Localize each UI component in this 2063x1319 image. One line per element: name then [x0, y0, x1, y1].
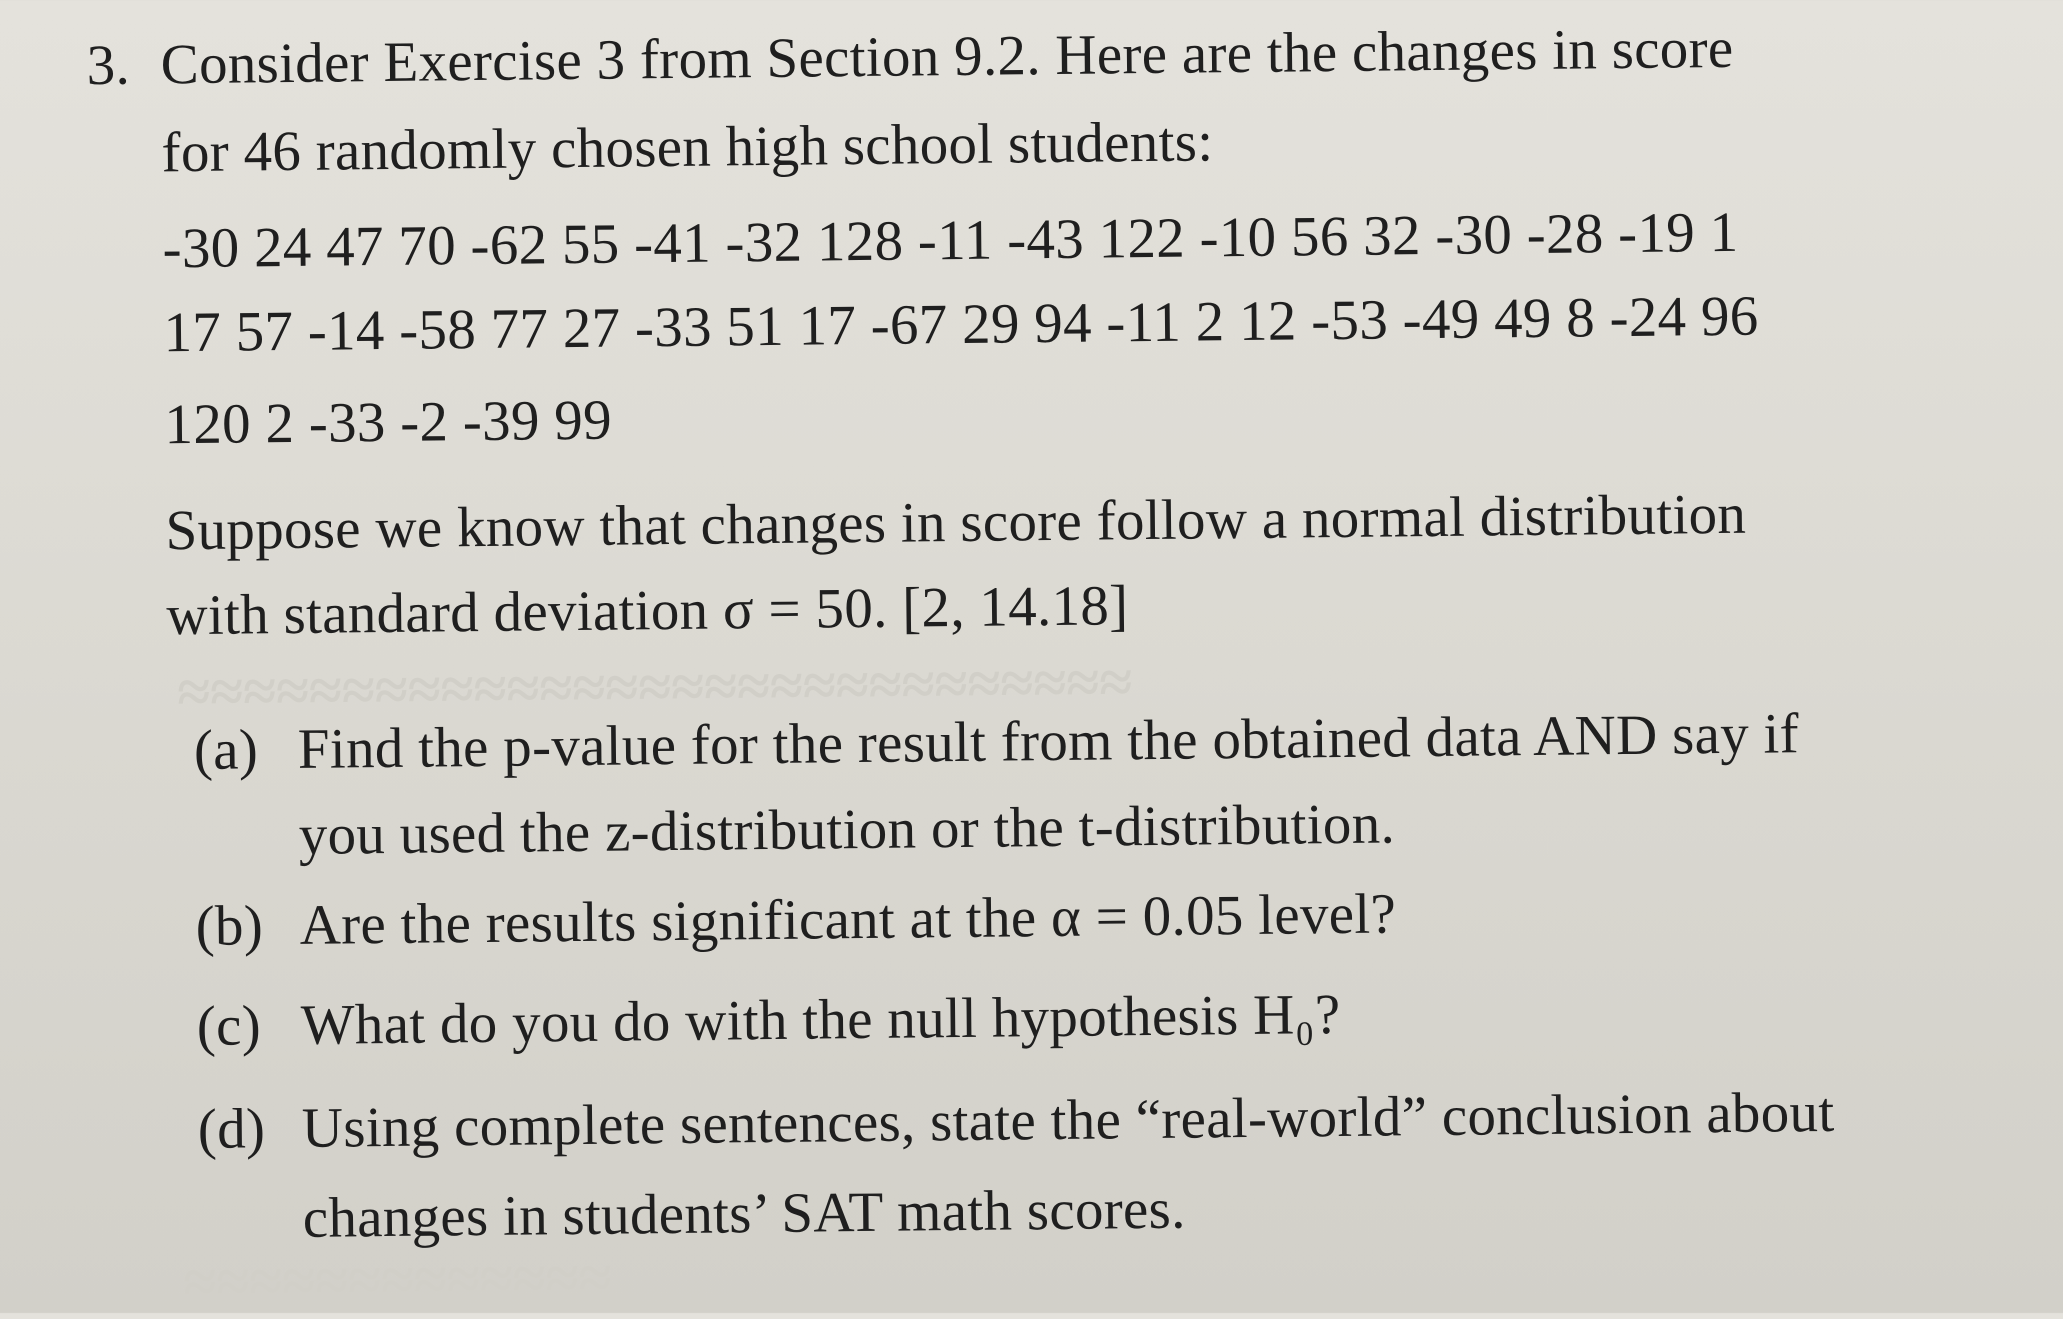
- question-d-text-2: changes in students’ SAT math scores.: [302, 1177, 1186, 1250]
- data-line-1: -30 24 47 70 -62 55 -41 -32 128 -11 -43 122 -10 56 32 -30 -28 -19 1: [162, 200, 1739, 281]
- data-line-3: 120 2 -33 -2 -39 99: [164, 388, 613, 457]
- question-a: [193, 702, 1800, 783]
- problem-number: 3.: [86, 33, 131, 98]
- question-b-label: (b): [195, 894, 264, 958]
- bleed-through: ≈≈≈≈≈≈≈≈≈≈≈≈≈≈≈≈≈≈≈≈≈≈≈≈≈≈≈≈≈: [176, 649, 1133, 726]
- question-c-text: What do you do with the null hypothesis H₀?: [300, 983, 1341, 1057]
- suppose-line-2: with standard deviation σ = 50. [2, 14.18]: [166, 574, 1129, 648]
- question-b-text: Are the results significant at the α = 0.05 level?: [299, 882, 1397, 957]
- question-d-text-1: Using complete sentences, state the “real-world” conclusion about: [301, 1080, 1835, 1160]
- bleed-through: ≈≈≈≈≈≈≈≈≈≈≈≈≈: [183, 1244, 612, 1316]
- question-a-label: (a): [193, 718, 259, 783]
- data-line-2: 17 57 -14 -58 77 27 -33 51 17 -67 29 94 -11 2 12 -53 -49 49 8 -24 96: [163, 284, 1759, 365]
- suppose-line-1: Suppose we know that changes in score follow a normal distribution: [165, 482, 1747, 563]
- intro-line-2: for 46 randomly chosen high school students:: [161, 110, 1214, 185]
- question-a-text-1: Find the p-value for the result from the obtained data AND say if: [297, 702, 1800, 781]
- question-c-label: (c): [196, 994, 262, 1058]
- intro-line-1: Consider Exercise 3 from Section 9.2. Here are the changes in score: [160, 16, 1734, 97]
- question-a-text-2: you used the z-distribution or the t-distribution.: [298, 792, 1396, 867]
- question-c: [196, 983, 1341, 1058]
- question-b: [195, 882, 1397, 958]
- question-d: [197, 1080, 1835, 1161]
- question-d-label: (d): [197, 1097, 266, 1161]
